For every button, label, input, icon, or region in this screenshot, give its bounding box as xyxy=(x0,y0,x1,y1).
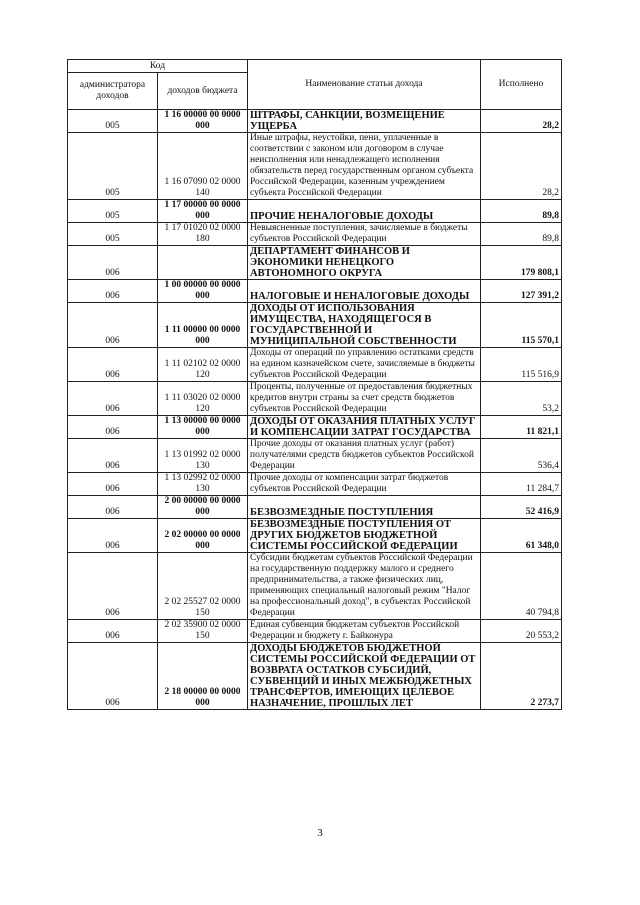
executed-value-cell: 20 553,2 xyxy=(481,620,562,643)
income-name-cell: Иные штрафы, неустойки, пени, уплаченные в соответствии с законом или договором в случае неисполнения или ненадлежащего исполнения обязательств перед государственным органом субъекта Российской Федерации, казенным учреждением субъекта Российской Федерации xyxy=(248,133,481,200)
table-row xyxy=(68,643,562,710)
executed-value-cell: 89,8 xyxy=(481,200,562,223)
executed-value-cell: 52 416,9 xyxy=(481,496,562,519)
admin-code-cell: 006 xyxy=(68,246,158,280)
table-row xyxy=(68,200,562,223)
income-code-cell xyxy=(158,246,248,280)
income-name-cell: БЕЗВОЗМЕЗДНЫЕ ПОСТУПЛЕНИЯ xyxy=(248,496,481,519)
table-row xyxy=(68,223,562,246)
admin-code-cell: 005 xyxy=(68,200,158,223)
admin-code-cell: 005 xyxy=(68,133,158,200)
income-name-cell: ПРОЧИЕ НЕНАЛОГОВЫЕ ДОХОДЫ xyxy=(248,200,481,223)
income-code-cell: 1 11 00000 00 0000 000 xyxy=(158,303,248,348)
executed-value-cell: 115 516,9 xyxy=(481,348,562,382)
table-row xyxy=(68,553,562,620)
page-number: 3 xyxy=(317,827,323,839)
executed-value-cell: 61 348,0 xyxy=(481,519,562,553)
income-name-cell: ДОХОДЫ ОТ ИСПОЛЬЗОВАНИЯ ИМУЩЕСТВА, НАХОДЯЩЕГОСЯ В ГОСУДАРСТВЕННОЙ И МУНИЦИПАЛЬНОЙ СОБСТВЕННОСТИ xyxy=(248,303,481,348)
admin-code-cell: 006 xyxy=(68,280,158,303)
income-code-cell: 1 16 00000 00 0000 000 xyxy=(158,110,248,133)
table-row xyxy=(68,133,562,200)
admin-code-cell: 006 xyxy=(68,620,158,643)
income-name-cell: Субсидии бюджетам субъектов Российской Федерации на государственную поддержку малого и среднего предпринимательства, а также физических лиц, применяющих специальный налоговый режим "Налог на профессиональный доход", в субъектах Российской Федерации xyxy=(248,553,481,620)
code-group-header: Код xyxy=(68,60,248,73)
executed-value-cell: 2 273,7 xyxy=(481,643,562,710)
admin-code-cell: 006 xyxy=(68,473,158,496)
table-row xyxy=(68,496,562,519)
income-code-cell: 2 00 00000 00 0000 000 xyxy=(158,496,248,519)
executed-value-cell: 28,2 xyxy=(481,110,562,133)
executed-value-cell: 28,2 xyxy=(481,133,562,200)
income-code-cell: 2 02 35900 02 0000 150 xyxy=(158,620,248,643)
income-code-cell: 2 02 25527 02 0000 150 xyxy=(158,553,248,620)
executed-value-cell: 40 794,8 xyxy=(481,553,562,620)
income-name-cell: ДЕПАРТАМЕНТ ФИНАНСОВ И ЭКОНОМИКИ НЕНЕЦКОГО АВТОНОМНОГО ОКРУГА xyxy=(248,246,481,280)
executed-value-cell: 11 821,1 xyxy=(481,416,562,439)
income-code-cell: 2 02 00000 00 0000 000 xyxy=(158,519,248,553)
income-table xyxy=(67,59,562,710)
table-row xyxy=(68,110,562,133)
table-row xyxy=(68,382,562,416)
income-code-cell: 1 16 07090 02 0000 140 xyxy=(158,133,248,200)
income-code-cell: 1 00 00000 00 0000 000 xyxy=(158,280,248,303)
admin-code-cell: 006 xyxy=(68,348,158,382)
executed-header: Исполнено xyxy=(481,60,562,110)
income-name-cell: Прочие доходы от компенсации затрат бюджетов субъектов Российской Федерации xyxy=(248,473,481,496)
income-code-cell: 1 11 02102 02 0000 120 xyxy=(158,348,248,382)
table-row xyxy=(68,620,562,643)
table-row xyxy=(68,303,562,348)
income-code-cell: 1 17 01020 02 0000 180 xyxy=(158,223,248,246)
executed-value-cell: 536,4 xyxy=(481,439,562,473)
income-code-cell: 1 13 02992 02 0000 130 xyxy=(158,473,248,496)
executed-value-cell: 127 391,2 xyxy=(481,280,562,303)
admin-code-cell: 006 xyxy=(68,303,158,348)
admin-code-cell: 005 xyxy=(68,223,158,246)
income-name-cell: БЕЗВОЗМЕЗДНЫЕ ПОСТУПЛЕНИЯ ОТ ДРУГИХ БЮДЖЕТОВ БЮДЖЕТНОЙ СИСТЕМЫ РОССИЙСКОЙ ФЕДЕРАЦИИ xyxy=(248,519,481,553)
income-name-cell: Единая субвенция бюджетам субъектов Российской Федерации и бюджету г. Байконура xyxy=(248,620,481,643)
admin-code-cell: 006 xyxy=(68,416,158,439)
executed-value-cell: 179 808,1 xyxy=(481,246,562,280)
income-name-cell: ШТРАФЫ, САНКЦИИ, ВОЗМЕЩЕНИЕ УЩЕРБА xyxy=(248,110,481,133)
table-row xyxy=(68,519,562,553)
budget-income-header: доходов бюджета xyxy=(158,73,248,110)
admin-code-cell: 006 xyxy=(68,439,158,473)
admin-code-cell: 006 xyxy=(68,519,158,553)
name-header: Наименование статьи дохода xyxy=(248,60,481,110)
executed-value-cell: 53,2 xyxy=(481,382,562,416)
table-row xyxy=(68,280,562,303)
income-code-cell: 1 17 00000 00 0000 000 xyxy=(158,200,248,223)
table-body xyxy=(68,110,562,710)
table-row xyxy=(68,246,562,280)
income-code-cell: 1 13 01992 02 0000 130 xyxy=(158,439,248,473)
executed-value-cell: 11 284,7 xyxy=(481,473,562,496)
executed-value-cell: 89,8 xyxy=(481,223,562,246)
income-name-cell: Невыясненные поступления, зачисляемые в бюджеты субъектов Российской Федерации xyxy=(248,223,481,246)
admin-code-cell: 006 xyxy=(68,553,158,620)
admin-code-cell: 006 xyxy=(68,382,158,416)
admin-code-cell: 006 xyxy=(68,643,158,710)
income-name-cell: Проценты, полученные от предоставления бюджетных кредитов внутри страны за счет средств бюджетов субъектов Российской Федерации xyxy=(248,382,481,416)
executed-value-cell: 115 570,1 xyxy=(481,303,562,348)
income-code-cell: 2 18 00000 00 0000 000 xyxy=(158,643,248,710)
table-row xyxy=(68,473,562,496)
table-row xyxy=(68,348,562,382)
income-name-cell: ДОХОДЫ БЮДЖЕТОВ БЮДЖЕТНОЙ СИСТЕМЫ РОССИЙСКОЙ ФЕДЕРАЦИИ ОТ ВОЗВРАТА ОСТАТКОВ СУБСИДИЙ, СУБВЕНЦИЙ И ИНЫХ МЕЖБЮДЖЕТНЫХ ТРАНСФЕРТОВ, ИМЕЮЩИХ ЦЕЛЕВОЕ НАЗНАЧЕНИЕ, ПРОШЛЫХ ЛЕТ xyxy=(248,643,481,710)
income-name-cell: Доходы от операций по управлению остатками средств на едином казначейском счете, зачисляемые в бюджеты субъектов Российской Федерации xyxy=(248,348,481,382)
income-name-cell: ДОХОДЫ ОТ ОКАЗАНИЯ ПЛАТНЫХ УСЛУГ И КОМПЕНСАЦИИ ЗАТРАТ ГОСУДАРСТВА xyxy=(248,416,481,439)
income-code-cell: 1 11 03020 02 0000 120 xyxy=(158,382,248,416)
admin-header: администратора доходов xyxy=(68,73,158,110)
admin-code-cell: 005 xyxy=(68,110,158,133)
table-row xyxy=(68,439,562,473)
income-name-cell: НАЛОГОВЫЕ И НЕНАЛОГОВЫЕ ДОХОДЫ xyxy=(248,280,481,303)
admin-code-cell: 006 xyxy=(68,496,158,519)
income-name-cell: Прочие доходы от оказания платных услуг (работ) получателями средств бюджетов субъектов Российской Федерации xyxy=(248,439,481,473)
income-code-cell: 1 13 00000 00 0000 000 xyxy=(158,416,248,439)
table-row xyxy=(68,416,562,439)
header-row-top xyxy=(68,60,562,73)
